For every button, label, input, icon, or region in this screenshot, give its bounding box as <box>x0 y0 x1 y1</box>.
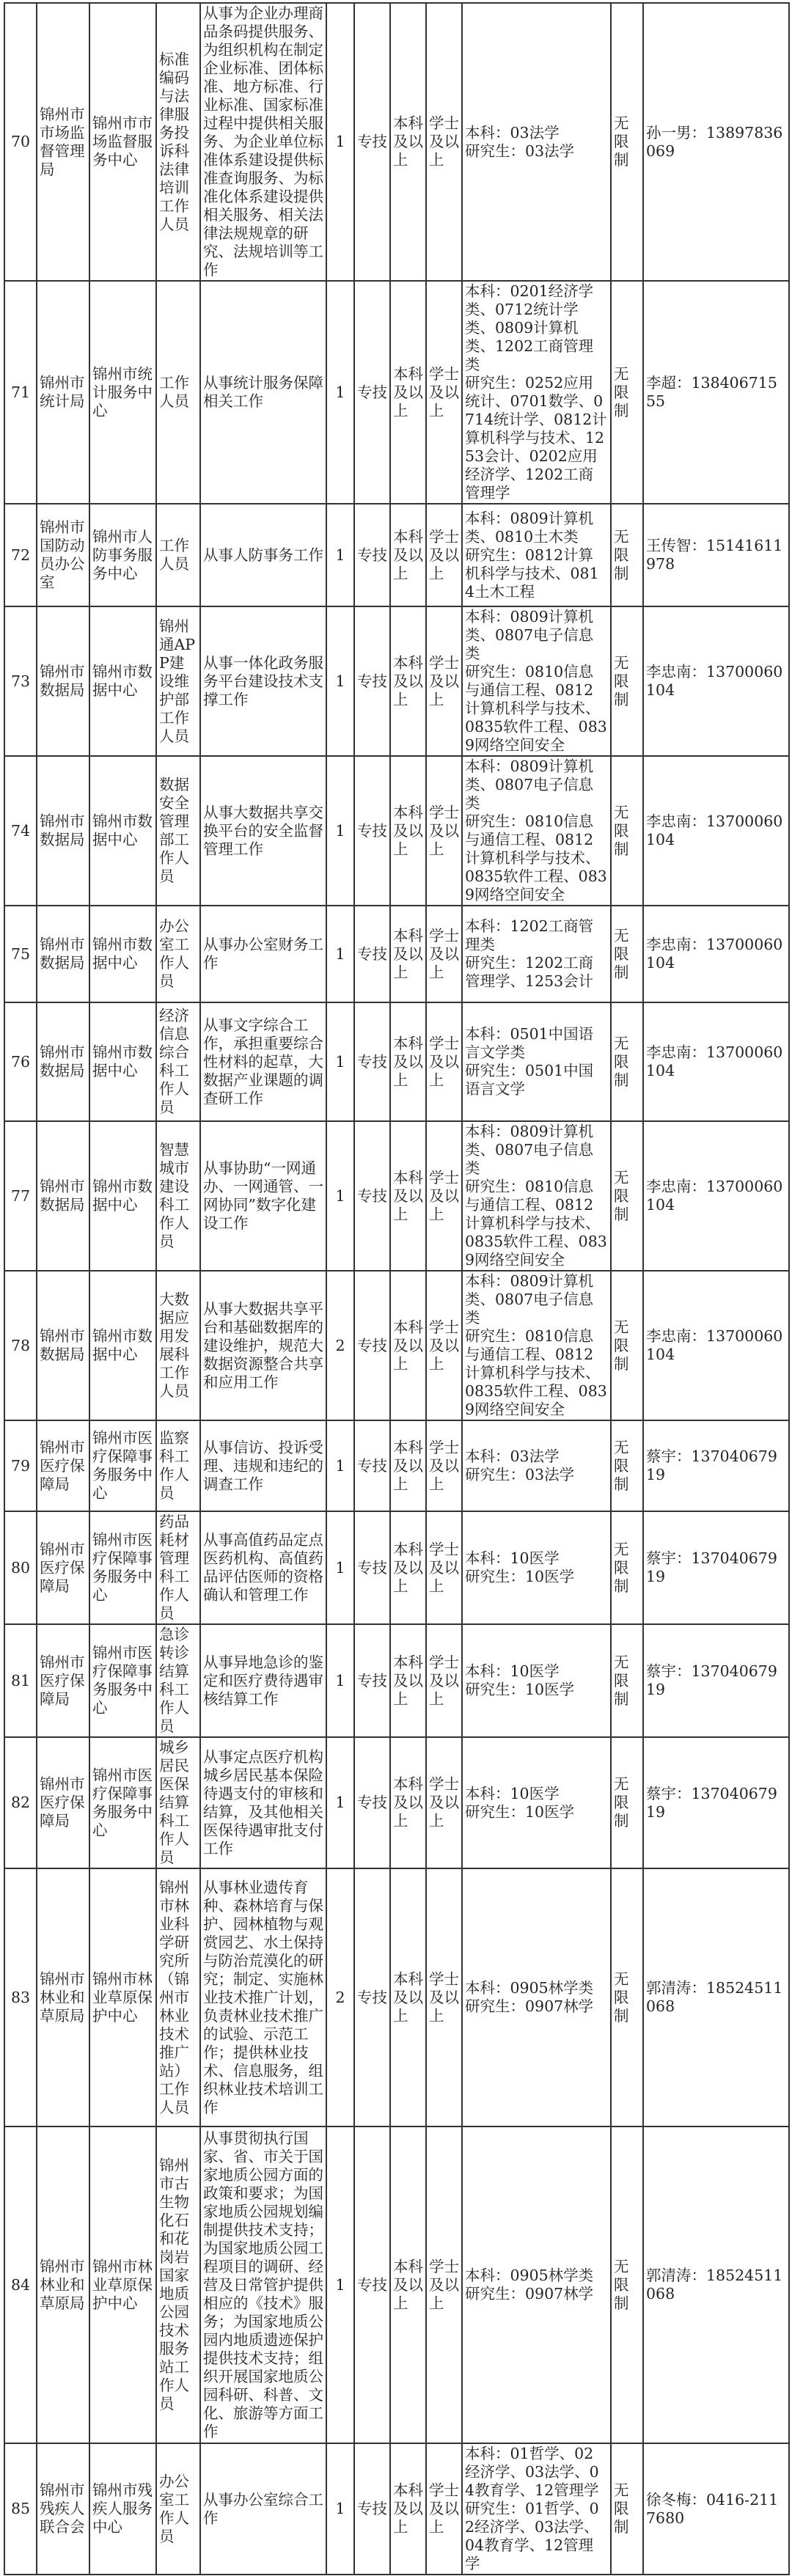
position-name: 锦州通APP建设维护部工作人员 <box>156 606 200 756</box>
education-req: 本科及以上 <box>390 1420 426 1511</box>
row-number: 77 <box>4 1121 37 1271</box>
major-req: 本科：0201经济学类、0712统计学类、0809计算机类、1202工商管理类 研究生：0252应用统计、0701数学、0714统计学、0812计算机科学与技术、1253会计、0202应用经济学、1202工商管理学 <box>462 281 611 504</box>
degree-req: 学士及以上 <box>426 1624 462 1737</box>
major-req: 本科：01哲学、02经济学、03法学、04教育学、12管理学 研究生：01哲学、02经济学、03法学、04教育学、12管理学 <box>462 2443 611 2575</box>
department: 锦州市国防动员办公室 <box>37 504 89 606</box>
major-req: 本科：0809计算机类、0807电子信息类 研究生：0810信息与通信工程、0812计算机科学与技术、0835软件工程、0839网络空间安全 <box>462 756 611 906</box>
department: 锦州市医疗保障局 <box>37 1511 89 1624</box>
row-number: 78 <box>4 1271 37 1420</box>
post-type: 专技 <box>354 1868 390 2127</box>
position-name: 工作人员 <box>156 504 200 606</box>
other-limit: 无限制 <box>611 504 643 606</box>
headcount: 1 <box>326 606 354 756</box>
headcount: 1 <box>326 1002 354 1121</box>
row-number: 85 <box>4 2443 37 2575</box>
degree-req: 学士及以上 <box>426 1868 462 2127</box>
table-row <box>4 906 789 1002</box>
degree-req: 学士及以上 <box>426 1271 462 1420</box>
headcount: 1 <box>326 1624 354 1737</box>
row-number: 76 <box>4 1002 37 1121</box>
position-name: 锦州市林业科学研究所（锦州市林业技术推广站）工作人员 <box>156 1868 200 2127</box>
hiring-unit: 锦州市医疗保障事务服务中心 <box>89 1420 156 1511</box>
hiring-unit: 锦州市数据中心 <box>89 1121 156 1271</box>
education-req: 本科及以上 <box>390 3 426 281</box>
contact-info: 李忠南：13700060104 <box>643 1002 789 1121</box>
department: 锦州市医疗保障局 <box>37 1737 89 1868</box>
degree-req: 学士及以上 <box>426 504 462 606</box>
row-number: 72 <box>4 504 37 606</box>
major-req: 本科：0905林学类 研究生：0907林学 <box>462 2127 611 2443</box>
major-req: 本科：0501中国语言文学类 研究生：0501中国语言文学 <box>462 1002 611 1121</box>
post-type: 专技 <box>354 756 390 906</box>
education-req: 本科及以上 <box>390 756 426 906</box>
major-req: 本科：10医学 研究生：10医学 <box>462 1624 611 1737</box>
contact-info: 李忠南：13700060104 <box>643 756 789 906</box>
job-duties: 从事贯彻执行国家、省、市关于国家地质公园方面的政策和要求；为国家地质公园规划编制提供技术支持；为国家地质公园工程项目的调研、经营及日常管护提供相应的《技术》服务；为国家地质公园内地质遗迹保护提供技术支持；组织开展国家地质公园科研、科普、文化、旅游等方面工作 <box>200 2127 326 2443</box>
degree-req: 学士及以上 <box>426 3 462 281</box>
table-row <box>4 1002 789 1121</box>
headcount: 1 <box>326 1420 354 1511</box>
job-duties: 从事人防事务工作 <box>200 504 326 606</box>
job-duties: 从事协助“一网通办、一网通管、一网协同”数字化建设工作 <box>200 1121 326 1271</box>
post-type: 专技 <box>354 906 390 1002</box>
row-number: 81 <box>4 1624 37 1737</box>
department: 锦州市数据局 <box>37 606 89 756</box>
contact-info: 蔡宇：13704067919 <box>643 1737 789 1868</box>
position-name: 急诊转诊结算科工作人员 <box>156 1624 200 1737</box>
post-type: 专技 <box>354 1271 390 1420</box>
table-row <box>4 504 789 606</box>
education-req: 本科及以上 <box>390 1624 426 1737</box>
headcount: 1 <box>326 1121 354 1271</box>
job-duties: 从事定点医疗机构城乡居民基本保险待遇支付的审核和结算，及其他相关医保待遇审批支付工作 <box>200 1737 326 1868</box>
position-name: 办公室工作人员 <box>156 906 200 1002</box>
department: 锦州市数据局 <box>37 906 89 1002</box>
education-req: 本科及以上 <box>390 1271 426 1420</box>
education-req: 本科及以上 <box>390 1737 426 1868</box>
headcount: 1 <box>326 3 354 281</box>
hiring-unit: 锦州市医疗保障事务服务中心 <box>89 1624 156 1737</box>
department: 锦州市数据局 <box>37 1121 89 1271</box>
degree-req: 学士及以上 <box>426 1511 462 1624</box>
contact-info: 孙一男：13897836069 <box>643 3 789 281</box>
department: 锦州市残疾人联合会 <box>37 2443 89 2575</box>
education-req: 本科及以上 <box>390 2443 426 2575</box>
table-body <box>4 3 789 2575</box>
table-row <box>4 281 789 504</box>
other-limit: 无限制 <box>611 2443 643 2575</box>
table-row <box>4 756 789 906</box>
table-row <box>4 1868 789 2127</box>
degree-req: 学士及以上 <box>426 606 462 756</box>
hiring-unit: 锦州市林业草原保护中心 <box>89 1868 156 2127</box>
position-name: 数据安全管理部工作人员 <box>156 756 200 906</box>
major-req: 本科：0809计算机类、0810土木类 研究生：0812计算机科学与技术、0814土木工程 <box>462 504 611 606</box>
row-number: 70 <box>4 3 37 281</box>
department: 锦州市医疗保障局 <box>37 1420 89 1511</box>
table-row <box>4 1420 789 1511</box>
education-req: 本科及以上 <box>390 906 426 1002</box>
headcount: 1 <box>326 504 354 606</box>
contact-info: 徐冬梅：0416-2117680 <box>643 2443 789 2575</box>
other-limit: 无限制 <box>611 2127 643 2443</box>
position-name: 城乡居民医保结算科工作人员 <box>156 1737 200 1868</box>
other-limit: 无限制 <box>611 606 643 756</box>
post-type: 专技 <box>354 606 390 756</box>
contact-info: 王传智：15141611978 <box>643 504 789 606</box>
department: 锦州市医疗保障局 <box>37 1624 89 1737</box>
row-number: 83 <box>4 1868 37 2127</box>
table-row <box>4 2127 789 2443</box>
headcount: 1 <box>326 2443 354 2575</box>
education-req: 本科及以上 <box>390 1868 426 2127</box>
table-row <box>4 3 789 281</box>
major-req: 本科：03法学 研究生：03法学 <box>462 1420 611 1511</box>
other-limit: 无限制 <box>611 1121 643 1271</box>
headcount: 1 <box>326 1737 354 1868</box>
major-req: 本科：0809计算机类、0807电子信息类 研究生：0810信息与通信工程、0812计算机科学与技术、0835软件工程、0839网络空间安全 <box>462 1121 611 1271</box>
job-duties: 从事信访、投诉受理、违规和违纪的调查工作 <box>200 1420 326 1511</box>
post-type: 专技 <box>354 3 390 281</box>
contact-info: 蔡宇：13704067919 <box>643 1511 789 1624</box>
post-type: 专技 <box>354 1121 390 1271</box>
row-number: 79 <box>4 1420 37 1511</box>
degree-req: 学士及以上 <box>426 906 462 1002</box>
contact-info: 李忠南：13700060104 <box>643 906 789 1002</box>
table-row <box>4 1271 789 1420</box>
position-name: 办公室工作人员 <box>156 2443 200 2575</box>
hiring-unit: 锦州市医疗保障事务服务中心 <box>89 1737 156 1868</box>
other-limit: 无限制 <box>611 1420 643 1511</box>
recruitment-table <box>4 2 790 2575</box>
headcount: 1 <box>326 906 354 1002</box>
contact-info: 李超：13840671555 <box>643 281 789 504</box>
major-req: 本科：10医学 研究生：10医学 <box>462 1511 611 1624</box>
post-type: 专技 <box>354 1002 390 1121</box>
other-limit: 无限制 <box>611 1271 643 1420</box>
other-limit: 无限制 <box>611 1624 643 1737</box>
department: 锦州市林业和草原局 <box>37 2127 89 2443</box>
degree-req: 学士及以上 <box>426 281 462 504</box>
job-duties: 从事一体化政务服务平台建设技术支撑工作 <box>200 606 326 756</box>
contact-info: 蔡宇：13704067919 <box>643 1420 789 1511</box>
hiring-unit: 锦州市林业草原保护中心 <box>89 2127 156 2443</box>
education-req: 本科及以上 <box>390 606 426 756</box>
education-req: 本科及以上 <box>390 1121 426 1271</box>
other-limit: 无限制 <box>611 906 643 1002</box>
post-type: 专技 <box>354 1624 390 1737</box>
headcount: 2 <box>326 1868 354 2127</box>
other-limit: 无限制 <box>611 281 643 504</box>
degree-req: 学士及以上 <box>426 1121 462 1271</box>
contact-info: 李忠南：13700060104 <box>643 1121 789 1271</box>
post-type: 专技 <box>354 1420 390 1511</box>
job-duties: 从事高值药品定点医药机构、高值药品评估医师的资格确认和管理工作 <box>200 1511 326 1624</box>
position-name: 标准编码与法律服务投诉科法律培训工作人员 <box>156 3 200 281</box>
other-limit: 无限制 <box>611 1002 643 1121</box>
post-type: 专技 <box>354 504 390 606</box>
position-name: 工作人员 <box>156 281 200 504</box>
position-name: 大数据应用发展科工作人员 <box>156 1271 200 1420</box>
job-duties: 从事林业遗传育种、森林培育与保护、园林植物与观赏园艺、水土保持与防治荒漠化的研究；制定、实施林业技术推广计划，负责林业技术推广的试验、示范工作；提供林业技术、信息服务，组织林业技术培训工作 <box>200 1868 326 2127</box>
row-number: 74 <box>4 756 37 906</box>
post-type: 专技 <box>354 1511 390 1624</box>
department: 锦州市数据局 <box>37 1002 89 1121</box>
department: 锦州市林业和草原局 <box>37 1868 89 2127</box>
headcount: 1 <box>326 1511 354 1624</box>
degree-req: 学士及以上 <box>426 2443 462 2575</box>
hiring-unit: 锦州市数据中心 <box>89 1002 156 1121</box>
contact-info: 李忠南：13700060104 <box>643 1271 789 1420</box>
contact-info: 蔡宇：13704067919 <box>643 1624 789 1737</box>
job-duties: 从事办公室综合工作 <box>200 2443 326 2575</box>
row-number: 75 <box>4 906 37 1002</box>
hiring-unit: 锦州市数据中心 <box>89 1271 156 1420</box>
headcount: 1 <box>326 2127 354 2443</box>
position-name: 药品耗材管理科工作人员 <box>156 1511 200 1624</box>
post-type: 专技 <box>354 281 390 504</box>
education-req: 本科及以上 <box>390 504 426 606</box>
hiring-unit: 锦州市人防事务服务中心 <box>89 504 156 606</box>
hiring-unit: 锦州市市场监督服务中心 <box>89 3 156 281</box>
headcount: 1 <box>326 281 354 504</box>
other-limit: 无限制 <box>611 756 643 906</box>
job-duties: 从事为企业办理商品条码提供服务、为组织机构在制定企业标准、团体标准、地方标准、行业标准、国家标准过程中提供相关服务、为企业单位标准体系建设提供标准查询服务、为标准化体系建设提供相关服务、相关法律法规规章的研究、法规培训等工作 <box>200 3 326 281</box>
degree-req: 学士及以上 <box>426 1737 462 1868</box>
position-name: 监察科工作人员 <box>156 1420 200 1511</box>
job-duties: 从事办公室财务工作 <box>200 906 326 1002</box>
post-type: 专技 <box>354 1737 390 1868</box>
major-req: 本科：1202工商管理类 研究生：1202工商管理学、1253会计 <box>462 906 611 1002</box>
row-number: 82 <box>4 1737 37 1868</box>
hiring-unit: 锦州市数据中心 <box>89 756 156 906</box>
hiring-unit: 锦州市残疾人服务中心 <box>89 2443 156 2575</box>
row-number: 80 <box>4 1511 37 1624</box>
position-name: 智慧城市建设科工作人员 <box>156 1121 200 1271</box>
education-req: 本科及以上 <box>390 1511 426 1624</box>
department: 锦州市数据局 <box>37 1271 89 1420</box>
table-row <box>4 1737 789 1868</box>
post-type: 专技 <box>354 2443 390 2575</box>
contact-info: 李忠南：13700060104 <box>643 606 789 756</box>
job-duties: 从事文字综合工作，承担重要综合性材料的起草，大数据产业课题的调查研工作 <box>200 1002 326 1121</box>
degree-req: 学士及以上 <box>426 1002 462 1121</box>
row-number: 71 <box>4 281 37 504</box>
job-duties: 从事统计服务保障相关工作 <box>200 281 326 504</box>
headcount: 1 <box>326 756 354 906</box>
table-row <box>4 2443 789 2575</box>
education-req: 本科及以上 <box>390 1002 426 1121</box>
row-number: 73 <box>4 606 37 756</box>
table-row <box>4 606 789 756</box>
table-row <box>4 1624 789 1737</box>
hiring-unit: 锦州市数据中心 <box>89 606 156 756</box>
headcount: 2 <box>326 1271 354 1420</box>
degree-req: 学士及以上 <box>426 756 462 906</box>
other-limit: 无限制 <box>611 1868 643 2127</box>
position-name: 经济信息综合科工作人员 <box>156 1002 200 1121</box>
major-req: 本科：10医学 研究生：10医学 <box>462 1737 611 1868</box>
row-number: 84 <box>4 2127 37 2443</box>
table-row <box>4 1121 789 1271</box>
major-req: 本科：0809计算机类、0807电子信息类 研究生：0810信息与通信工程、0812计算机科学与技术、0835软件工程、0839网络空间安全 <box>462 1271 611 1420</box>
other-limit: 无限制 <box>611 1511 643 1624</box>
major-req: 本科：03法学 研究生：03法学 <box>462 3 611 281</box>
major-req: 本科：0905林学类 研究生：0907林学 <box>462 1868 611 2127</box>
hiring-unit: 锦州市统计服务中心 <box>89 281 156 504</box>
department: 锦州市市场监督管理局 <box>37 3 89 281</box>
hiring-unit: 锦州市数据中心 <box>89 906 156 1002</box>
job-duties: 从事大数据共享平台和基础数据库的建设维护，规范大数据资源整合共享和应用工作 <box>200 1271 326 1420</box>
other-limit: 无限制 <box>611 1737 643 1868</box>
degree-req: 学士及以上 <box>426 1420 462 1511</box>
major-req: 本科：0809计算机类、0807电子信息类 研究生：0810信息与通信工程、0812计算机科学与技术、0835软件工程、0839网络空间安全 <box>462 606 611 756</box>
job-duties: 从事大数据共享交换平台的安全监督管理工作 <box>200 756 326 906</box>
post-type: 专技 <box>354 2127 390 2443</box>
job-duties: 从事异地急诊的鉴定和医疗费待遇审核结算工作 <box>200 1624 326 1737</box>
position-name: 锦州市古生物化石和花岗岩国家地质公园技术服务站工作人员 <box>156 2127 200 2443</box>
table-row <box>4 1511 789 1624</box>
contact-info: 郭清涛：18524511068 <box>643 1868 789 2127</box>
degree-req: 学士及以上 <box>426 2127 462 2443</box>
hiring-unit: 锦州市医疗保障事务服务中心 <box>89 1511 156 1624</box>
other-limit: 无限制 <box>611 3 643 281</box>
education-req: 本科及以上 <box>390 2127 426 2443</box>
contact-info: 郭清涛：18524511068 <box>643 2127 789 2443</box>
department: 锦州市统计局 <box>37 281 89 504</box>
department: 锦州市数据局 <box>37 756 89 906</box>
education-req: 本科及以上 <box>390 281 426 504</box>
